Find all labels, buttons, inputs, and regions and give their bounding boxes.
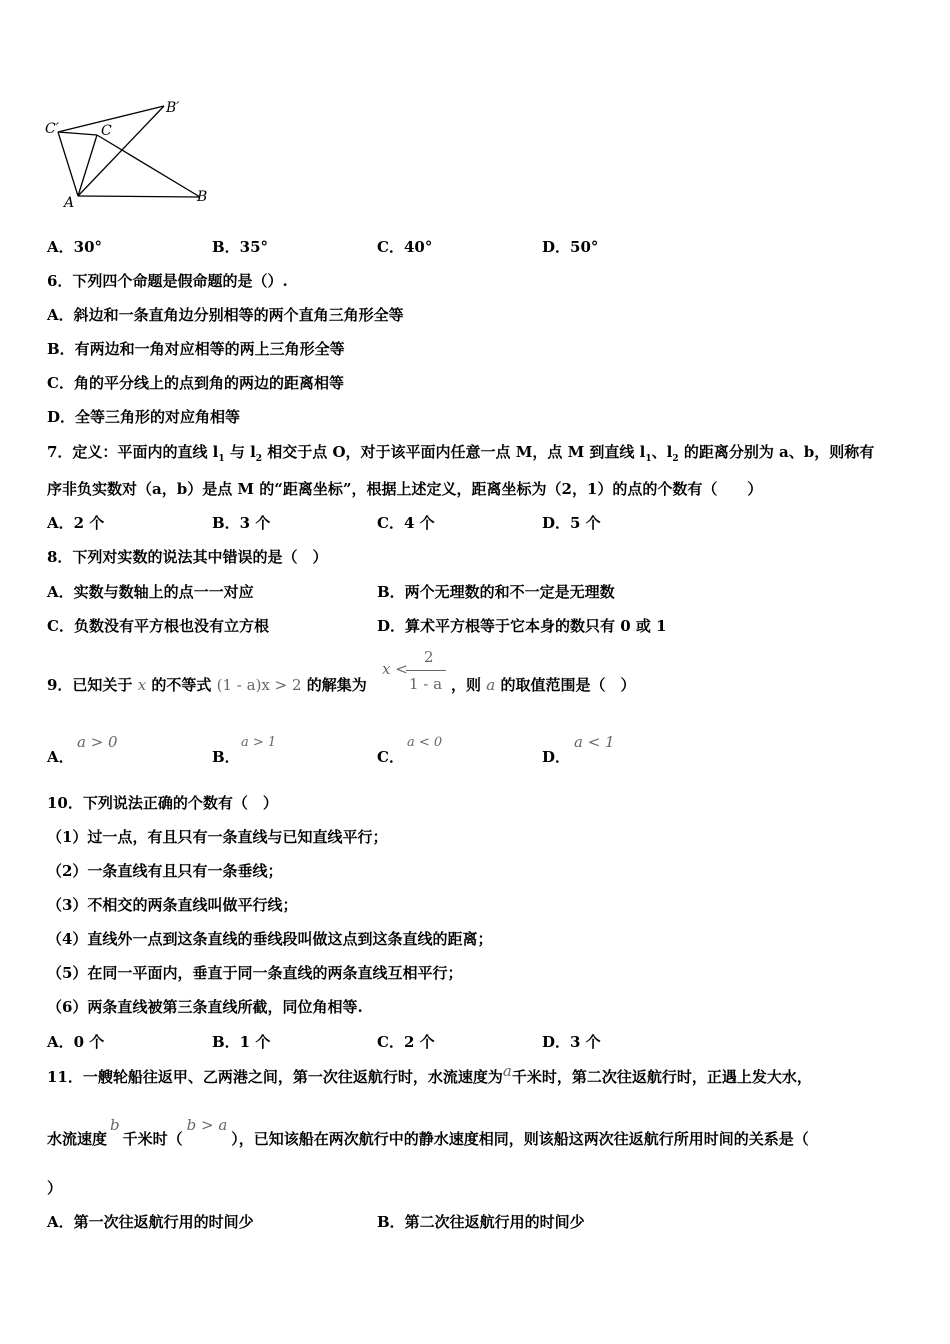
q7-stem-line1 <box>47 441 874 464</box>
q11-condition: b > a <box>186 1116 228 1134</box>
q7-option-c[interactable]: C．4 个 <box>377 514 435 532</box>
q8-option-a[interactable]: A．实数与数轴上的点一一对应 <box>47 583 254 601</box>
q10-option-d[interactable]: D．3 个 <box>542 1033 601 1051</box>
q9-text-2: 的不等式 <box>151 676 212 694</box>
q9-option-a-expr: a > 0 <box>77 733 118 751</box>
q9-option-a[interactable]: A． <box>47 748 74 766</box>
q6-option-d[interactable]: D．全等三角形的对应角相等 <box>47 408 241 426</box>
q7-option-a[interactable]: A．2 个 <box>47 514 105 532</box>
label-c-prime: C′ <box>45 121 59 137</box>
q6-option-b[interactable]: B．有两边和一角对应相等的两上三角形全等 <box>47 340 345 358</box>
q9-stem <box>47 674 367 695</box>
q9-option-b[interactable]: B． <box>212 748 240 766</box>
q11-text-2: 千米时，第二次往返航行时，正遇上发大水， <box>511 1068 812 1086</box>
q6-stem: 6．下列四个命题是假命题的是（）. <box>47 272 288 290</box>
label-a: A <box>64 195 75 210</box>
q9-option-c-expr: a < 0 <box>407 735 443 750</box>
q11-stem-line3: ） <box>47 1179 63 1197</box>
q9-option-d[interactable]: D． <box>542 748 571 766</box>
q9-text-4: ，则 <box>451 676 482 694</box>
q5-option-d[interactable]: D．50° <box>542 238 599 256</box>
q7-sub-1: 1 <box>218 454 225 464</box>
q9-inequality: (1 - a)x > 2 <box>216 676 302 694</box>
q10-option-c[interactable]: C．2 个 <box>377 1033 435 1051</box>
q9-solution-numerator: 2 <box>424 648 434 666</box>
q7-option-b[interactable]: B．3 个 <box>212 514 271 532</box>
q9-fraction-bar <box>406 670 446 671</box>
q10-item-1: （1）过一点，有且只有一条直线与已知直线平行； <box>47 828 388 846</box>
q10-item-6: （6）两条直线被第三条直线所截，同位角相等. <box>47 998 363 1016</box>
q7-text-2: 与 l <box>224 443 256 461</box>
q9-solution-lhs: x < <box>382 660 408 678</box>
q11-stem-line2 <box>47 1116 809 1149</box>
q10-item-3: （3）不相交的两条直线叫做平行线； <box>47 896 298 914</box>
q9-solution-denominator: 1 - a <box>409 675 443 693</box>
q5-option-b[interactable]: B．35° <box>212 238 269 256</box>
q8-stem: 8．下列对实数的说法其中错误的是（ ） <box>47 548 328 566</box>
q7-sub-3: 1 <box>645 454 652 464</box>
q11-text-5: ），已知该船在两次航行中的静水速度相同，则该船这两次往返航行所用时间的关系是（ <box>231 1130 809 1148</box>
q7-sub-2: 2 <box>255 454 263 464</box>
q6-option-a[interactable]: A．斜边和一条直角边分别相等的两个直角三角形全等 <box>47 306 404 324</box>
segment-a-b <box>78 196 200 197</box>
label-b-prime: B′ <box>166 100 180 116</box>
q7-sub-4: 2 <box>672 454 679 464</box>
q10-item-5: （5）在同一平面内，垂直于同一条直线的两条直线互相平行； <box>47 964 463 982</box>
q11-option-a[interactable]: A．第一次往返航行用的时间少 <box>47 1213 254 1231</box>
q7-option-d[interactable]: D．5 个 <box>542 514 601 532</box>
q9-text-5: 的取值范围是（ ） <box>500 676 636 694</box>
segment-c-b <box>97 135 200 197</box>
q8-option-c[interactable]: C．负数没有平方根也没有立方根 <box>47 617 269 635</box>
q7-text-3: 相交于点 O，对于该平面内任意一点 M，点 M 到直线 l <box>262 443 646 461</box>
q9-var-x: x <box>137 676 147 694</box>
q7-text-5: 的距离分别为 a、b，则称有 <box>678 443 875 461</box>
q11-var-a: a <box>502 1062 512 1080</box>
q11-var-b: b <box>110 1116 120 1134</box>
q11-stem-line1 <box>47 1062 812 1087</box>
q11-text-3: 水流速度 <box>47 1130 108 1148</box>
q10-option-b[interactable]: B．1 个 <box>212 1033 271 1051</box>
q8-option-b[interactable]: B．两个无理数的和不一定是无理数 <box>377 583 615 601</box>
segment-a-cprime <box>58 132 78 196</box>
q9-option-b-expr: a > 1 <box>241 735 277 750</box>
q8-option-d[interactable]: D．算术平方根等于它本身的数只有 0 或 1 <box>377 617 667 635</box>
q6-option-c[interactable]: C．角的平分线上的点到角的两边的距离相等 <box>47 374 344 392</box>
q9-option-c[interactable]: C． <box>377 748 404 766</box>
q9-var-a: a <box>486 676 496 694</box>
q10-item-2: （2）一条直线有且只有一条垂线； <box>47 862 283 880</box>
q9-option-d-expr: a < 1 <box>574 733 615 751</box>
q11-option-b[interactable]: B．第二次往返航行用的时间少 <box>377 1213 585 1231</box>
q9-text-1: 9．已知关于 <box>47 676 133 694</box>
q7-stem-line2: 序非负实数对（a，b）是点 M 的“距离坐标”，根据上述定义，距离坐标为（2，1）的点的个数有（ ） <box>47 480 763 498</box>
q10-item-4: （4）直线外一点到这条直线的垂线段叫做这点到这条直线的距离； <box>47 930 493 948</box>
q11-text-4: 千米时（ <box>122 1130 183 1148</box>
q7-text-4: 、l <box>651 443 673 461</box>
q9-stem-tail <box>451 674 635 695</box>
label-c: C <box>101 123 112 139</box>
q9-text-3: 的解集为 <box>306 676 367 694</box>
q5-option-a[interactable]: A．30° <box>47 238 103 256</box>
q7-text-1: 7．定义：平面内的直线 l <box>47 443 219 461</box>
q10-option-a[interactable]: A．0 个 <box>47 1033 105 1051</box>
segment-a-bprime <box>78 106 164 196</box>
q11-text-1: 11．一艘轮船往返甲、乙两港之间，第一次往返航行时，水流速度为 <box>47 1068 503 1086</box>
q5-option-c[interactable]: C．40° <box>377 238 433 256</box>
triangle-figure <box>40 95 220 210</box>
label-b: B <box>197 189 208 205</box>
segment-cprime-c <box>58 132 97 135</box>
q10-stem: 10．下列说法正确的个数有（ ） <box>47 794 278 812</box>
